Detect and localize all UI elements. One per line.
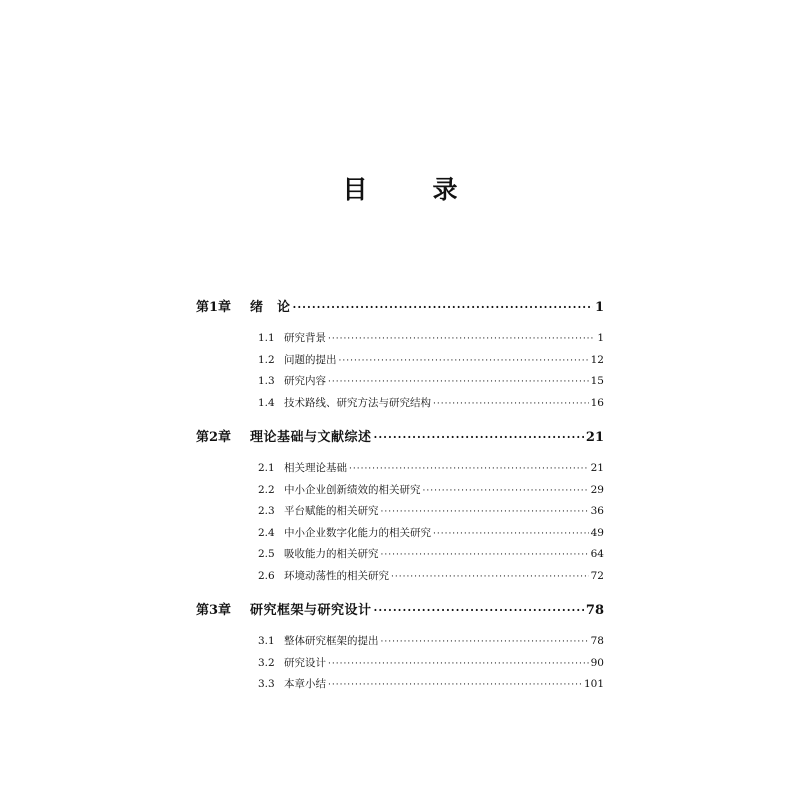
toc-chapter-entry[interactable] [196, 426, 604, 454]
section-list [196, 633, 604, 698]
leader-dots [374, 431, 584, 444]
toc-section-entry[interactable] [258, 655, 604, 677]
chapter-number: 第2章 [196, 430, 232, 445]
toc-section-entry[interactable] [258, 482, 604, 504]
chapter-number: 第3章 [196, 603, 232, 618]
leader-dots [328, 659, 589, 669]
section-number: 1.1 [258, 332, 275, 344]
chapter-number: 第1章 [196, 300, 232, 315]
chapter-title: 绪 论 [250, 300, 291, 315]
section-page-number: 12 [590, 353, 604, 366]
section-title: 问题的提出 [284, 353, 337, 366]
section-title: 吸收能力的相关研究 [284, 548, 379, 560]
toc-section-entry[interactable] [258, 460, 604, 482]
toc-section-entry[interactable] [258, 330, 604, 352]
leader-dots [328, 334, 595, 344]
section-list [196, 460, 604, 589]
leader-dots [433, 529, 589, 539]
section-title: 平台赋能的相关研究 [284, 505, 379, 517]
leader-dots [391, 572, 589, 582]
section-title: 环境动荡性的相关研究 [284, 569, 389, 582]
leader-dots [349, 464, 589, 474]
section-number: 2.2 [258, 483, 275, 496]
leader-dots [328, 377, 589, 387]
chapter-page-number: 1 [594, 300, 604, 315]
chapter-title: 理论基础与文献综述 [250, 430, 372, 445]
section-number: 2.3 [258, 505, 275, 517]
section-number: 1.4 [258, 396, 275, 409]
section-number: 3.1 [258, 635, 275, 647]
table-of-contents [196, 296, 604, 708]
leader-dots [293, 301, 593, 314]
section-page-number: 72 [590, 569, 604, 582]
section-page-number: 90 [590, 656, 604, 669]
section-title: 相关理论基础 [284, 462, 347, 474]
leader-dots [381, 637, 589, 647]
leader-dots [381, 507, 589, 517]
toc-section-entry[interactable] [258, 546, 604, 568]
section-page-number: 36 [590, 505, 604, 517]
section-number: 2.6 [258, 569, 275, 582]
section-page-number: 78 [590, 635, 604, 647]
section-title: 整体研究框架的提出 [284, 635, 379, 647]
section-title: 研究背景 [284, 332, 326, 344]
toc-chapter [196, 426, 604, 589]
section-page-number: 49 [590, 526, 604, 539]
page-title: 目 录 [342, 175, 478, 204]
section-page-number: 64 [590, 548, 604, 560]
toc-chapter [196, 599, 604, 698]
chapter-page-number: 78 [585, 603, 604, 618]
section-page-number: 1 [597, 332, 604, 344]
leader-dots [339, 356, 589, 366]
section-page-number: 101 [583, 678, 604, 690]
toc-section-entry[interactable] [258, 676, 604, 698]
section-title: 研究设计 [284, 656, 326, 669]
section-number: 1.3 [258, 375, 275, 387]
section-number: 3.2 [258, 656, 275, 669]
leader-dots [374, 604, 584, 617]
toc-section-entry[interactable] [258, 373, 604, 395]
section-page-number: 15 [590, 375, 604, 387]
leader-dots [381, 550, 589, 560]
section-number: 2.1 [258, 462, 275, 474]
section-page-number: 16 [590, 396, 604, 409]
section-number: 2.5 [258, 548, 275, 560]
section-page-number: 29 [590, 483, 604, 496]
toc-section-entry[interactable] [258, 395, 604, 417]
section-list [196, 330, 604, 416]
section-number: 1.2 [258, 353, 275, 366]
chapter-title: 研究框架与研究设计 [250, 603, 372, 618]
section-title: 本章小结 [284, 678, 326, 690]
section-page-number: 21 [590, 462, 604, 474]
leader-dots [423, 486, 589, 496]
toc-chapter-entry[interactable] [196, 296, 604, 324]
toc-section-entry[interactable] [258, 503, 604, 525]
toc-section-entry[interactable] [258, 633, 604, 655]
toc-chapter-entry[interactable] [196, 599, 604, 627]
chapter-page-number: 21 [585, 430, 604, 445]
toc-section-entry[interactable] [258, 568, 604, 590]
section-number: 2.4 [258, 526, 275, 539]
section-title: 中小企业数字化能力的相关研究 [284, 526, 431, 539]
toc-chapter [196, 296, 604, 416]
section-title: 技术路线、研究方法与研究结构 [284, 396, 431, 409]
toc-section-entry[interactable] [258, 352, 604, 374]
section-number: 3.3 [258, 678, 275, 690]
leader-dots [328, 680, 582, 690]
section-title: 中小企业创新绩效的相关研究 [284, 483, 421, 496]
section-title: 研究内容 [284, 375, 326, 387]
leader-dots [433, 399, 589, 409]
toc-section-entry[interactable] [258, 525, 604, 547]
